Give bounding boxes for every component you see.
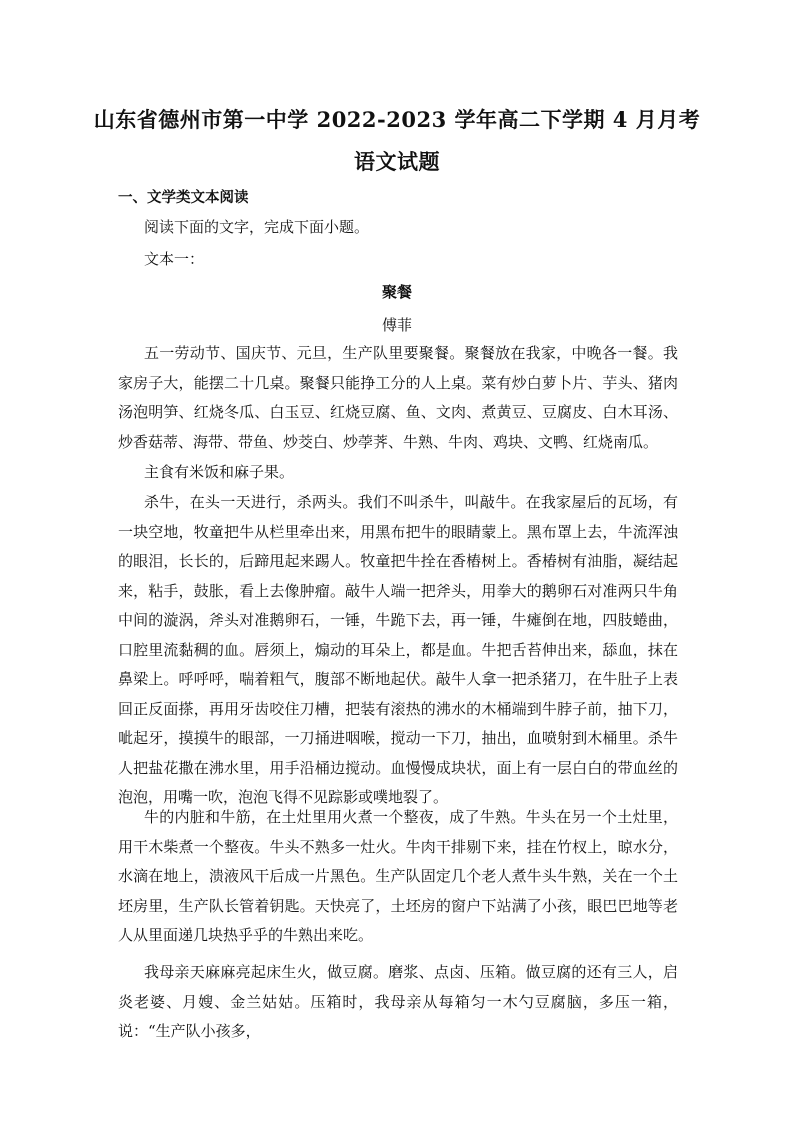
text-label: 文本一： [144,250,205,268]
story-author: 傅菲 [381,316,412,334]
story-title: 聚餐 [381,283,412,301]
paragraph: 我母亲天麻麻亮起床生火，做豆腐。磨浆、点卤、压箱。做豆腐的还有三人，启炎老婆、月嫂、金兰姑姑。压箱时，我母亲从每箱匀一木勺豆腐脑，多压一箱，说：“生产队小孩多， [118,963,678,1040]
document-title: 山东省德州市第一中学 2022-2023 学年高二下学期 4 月月考 [93,107,701,132]
paragraph: 主食有米饭和麻子果。 [144,463,295,481]
instruction-text: 阅读下面的文字，完成下面小题。 [144,218,370,236]
document-subtitle: 语文试题 [354,149,440,174]
section-heading: 一、文学类文本阅读 [118,189,249,206]
paragraph: 五一劳动节、国庆节、元旦，生产队里要聚餐。聚餐放在我家，中晚各一餐。我家房子大，能摆二十几桌。聚餐只能挣工分的人上桌。菜有炒白萝卜片、芋头、猪肉汤泡明笋、红烧冬瓜、白玉豆、红烧豆腐、鱼、文肉、煮黄豆、豆腐皮、白木耳汤、炒香菇蒂、海带、带鱼、炒茭白、炒荸荠、牛熟、牛肉、鸡块、文鸭、红烧南瓜。 [118,344,678,451]
paragraph: 牛的内脏和牛筋，在土灶里用火煮一个整夜，成了牛熟。牛头在另一个土灶里，用干木柴煮一个整夜。牛头不熟多一灶火。牛肉干排剔下来，挂在竹杈上，晾水分，水滴在地上，溃液风干后成一片黑色。生产队固定几个老人煮牛头牛熟，关在一个土坯房里，生产队长管着钥匙。天快亮了，土坯房的窗户下站满了小孩，眼巴巴地等老人从里面递几块热乎乎的牛熟出来吃。 [118,808,678,944]
paragraph: 杀牛，在头一天进行，杀两头。我们不叫杀牛，叫敲牛。在我家屋后的瓦场，有一块空地，牧童把牛从栏里牵出来，用黑布把牛的眼睛蒙上。黑布罩上去，牛流浑浊的眼泪，长长的，后蹄甩起来踢人。牧童把牛拴在香樁树上。香椿树有油脂，凝结起来，粘手，鼓胀，看上去像肿瘤。敲牛人端一把斧头，用拳大的鹅卵石对准两只牛角中间的漩涡，斧头对准鹅卵石，一锤，牛跪下去，再一锤，牛瘫倒在地，四肢蜷曲，口腔里流黏稠的血。唇须上，煽动的耳朵上，都是血。牛把舌苔伸出来，舔血，抹在鼻梁上。呼呼呼，喘着粗气，腹部不断地起伏。敲牛人拿一把杀猪刀，在牛肚子上表回正反面搽，再用牙齿咬住刀槽，把装有滚热的沸水的木桶端到牛脖子前，抽下刀，呲起牙，摸摸牛的眼部，一刀捅进咽喉，搅动一下刀，抽出，血喷射到木桶里。杀牛人把盐花撒在沸水里，用手沿桶边搅动。血慢慢成块状，面上有一层白白的带血丝的泡泡，用嘴一吹，泡泡飞得不见踪影或噗地裂了。 [118,493,678,806]
